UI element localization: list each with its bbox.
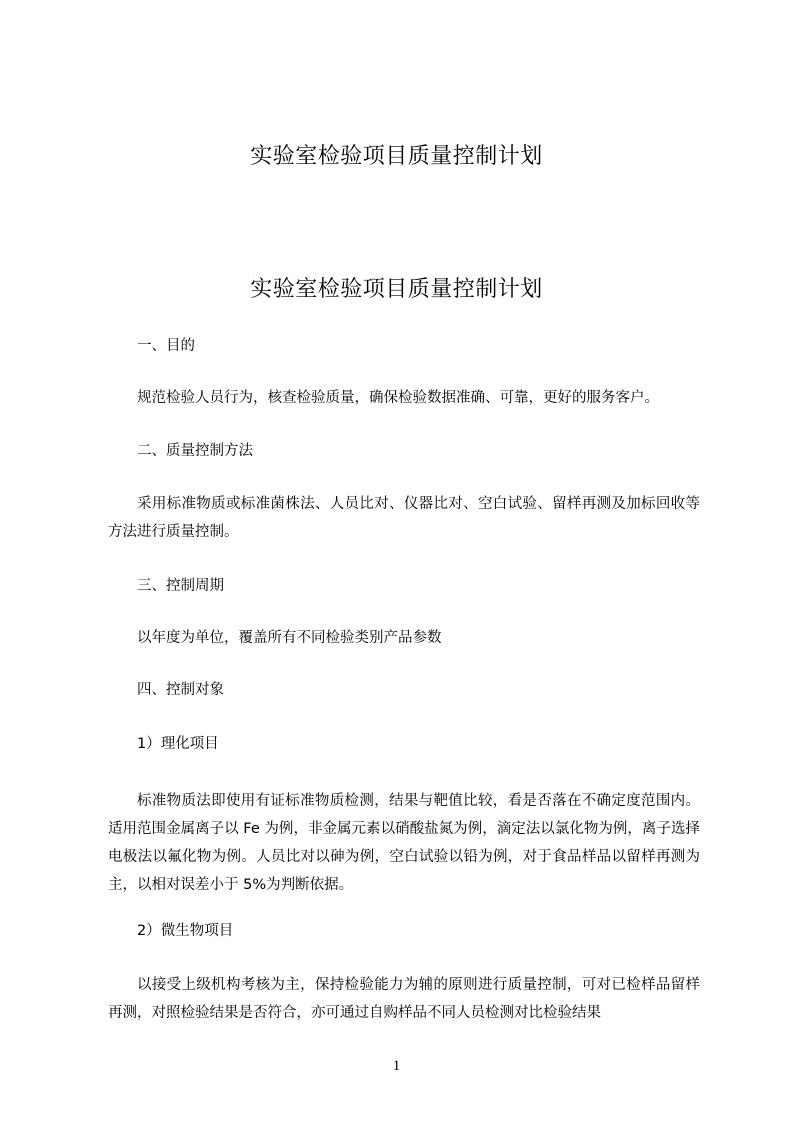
section-heading-purpose: 一、目的 [137,338,195,354]
document-title-main: 实验室检验项目质量控制计划 [250,277,543,302]
method-text: 采用标准物质或标准菌株法、人员比对、仪器比对、空白试验、留样再测及加标回收等方法进行质量控制。 [108,496,700,540]
page-number: 1 [392,1058,401,1074]
period-text: 以年度为单位，覆盖所有不同检验类别产品参数 [137,630,442,646]
purpose-text: 规范检验人员行为，核查检验质量，确保检验数据准确、可靠，更好的服务客户。 [137,390,659,406]
section-heading-method: 二、质量控制方法 [137,443,253,459]
micro-text: 以接受上级机构考核为主，保持检验能力为辅的原则进行质量控制，可对已检样品留样再测，对照检验结果是否符合，亦可通过自购样品不同人员检测对比检验结果 [108,977,700,1021]
physchem-text: 标准物质法即使用有证标准物质检测，结果与靶值比较，看是否落在不确定度范围内。适用范围金属离子以 Fe 为例，非金属元素以硝酸盐氮为例，滴定法以氯化物为例，离子选择电极法以氟化物为例。人员比对以砷为例，空白试验以铅为例，对于食品样品以留样再测为主，以相对误差小于 5%为判断依据。 [108,793,700,893]
section-heading-object: 四、控制对象 [137,682,224,698]
subsection-heading-micro: 2）微生物项目 [137,923,234,939]
section-heading-period: 三、控制周期 [137,578,224,594]
document-title-top: 实验室检验项目质量控制计划 [250,144,543,169]
subsection-heading-physchem: 1）理化项目 [137,736,219,752]
